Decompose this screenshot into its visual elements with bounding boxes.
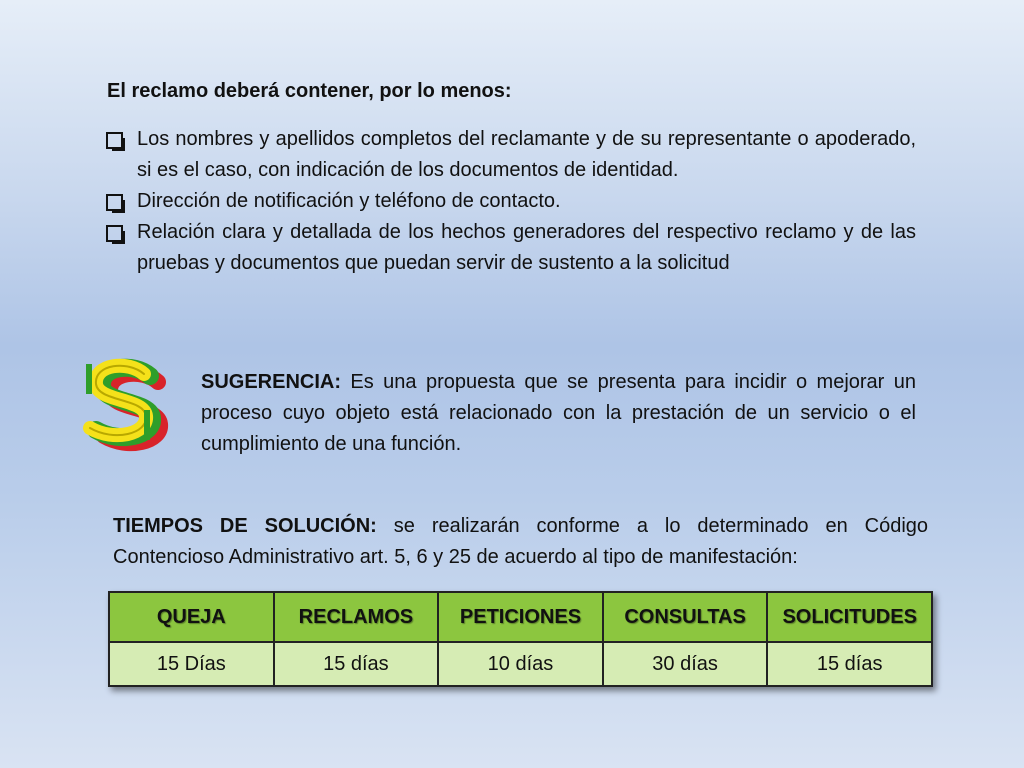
checkbox-bullet-icon xyxy=(106,194,123,211)
s-logo-icon xyxy=(66,352,176,452)
list-item-text: Dirección de notificación y teléfono de contacto. xyxy=(137,190,561,212)
cell-queja: 15 Días xyxy=(109,642,274,686)
list-item-text: Los nombres y apellidos completos del reclamante y de su representante o apoderado, si es el caso, con indicación de los documentos de identidad. xyxy=(137,128,916,181)
suggestion-text: Es una propuesta que se presenta para incidir o mejorar un proceso cuyo objeto está relacionado con la prestación de un servicio o el cumplimiento de una función. xyxy=(201,371,916,455)
list-item-text: Relación clara y detallada de los hechos generadores del respectivo reclamo y de las pruebas y documentos que puedan servir de sustento a la solicitud xyxy=(137,221,916,274)
header-solicitudes: SOLICITUDES xyxy=(767,592,932,642)
list-item xyxy=(104,217,916,279)
list-item xyxy=(104,186,916,217)
table-header-row xyxy=(109,592,932,642)
header-queja: QUEJA xyxy=(109,592,274,642)
list-item xyxy=(104,124,916,186)
checkbox-bullet-icon xyxy=(106,132,123,149)
suggestion-label: SUGERENCIA: xyxy=(201,371,342,393)
cell-peticiones: 10 días xyxy=(438,642,603,686)
header-consultas: CONSULTAS xyxy=(603,592,768,642)
table-row xyxy=(109,642,932,686)
cell-solicitudes: 15 días xyxy=(767,642,932,686)
times-paragraph xyxy=(113,511,928,573)
times-label: TIEMPOS DE SOLUCIÓN: xyxy=(113,515,377,537)
cell-consultas: 30 días xyxy=(603,642,768,686)
times-text: se realizarán conforme a lo determinado en Código Contencioso Administrativo art. 5, 6 y 25 de acuerdo al tipo de manifestación: xyxy=(113,515,929,568)
response-times-table xyxy=(108,591,933,687)
checkbox-bullet-icon xyxy=(106,225,123,242)
header-peticiones: PETICIONES xyxy=(438,592,603,642)
suggestion-paragraph xyxy=(201,367,916,460)
cell-reclamos: 15 días xyxy=(274,642,439,686)
heading: El reclamo deberá contener, por lo menos: xyxy=(107,80,512,102)
requirements-list xyxy=(104,124,916,279)
header-reclamos: RECLAMOS xyxy=(274,592,439,642)
